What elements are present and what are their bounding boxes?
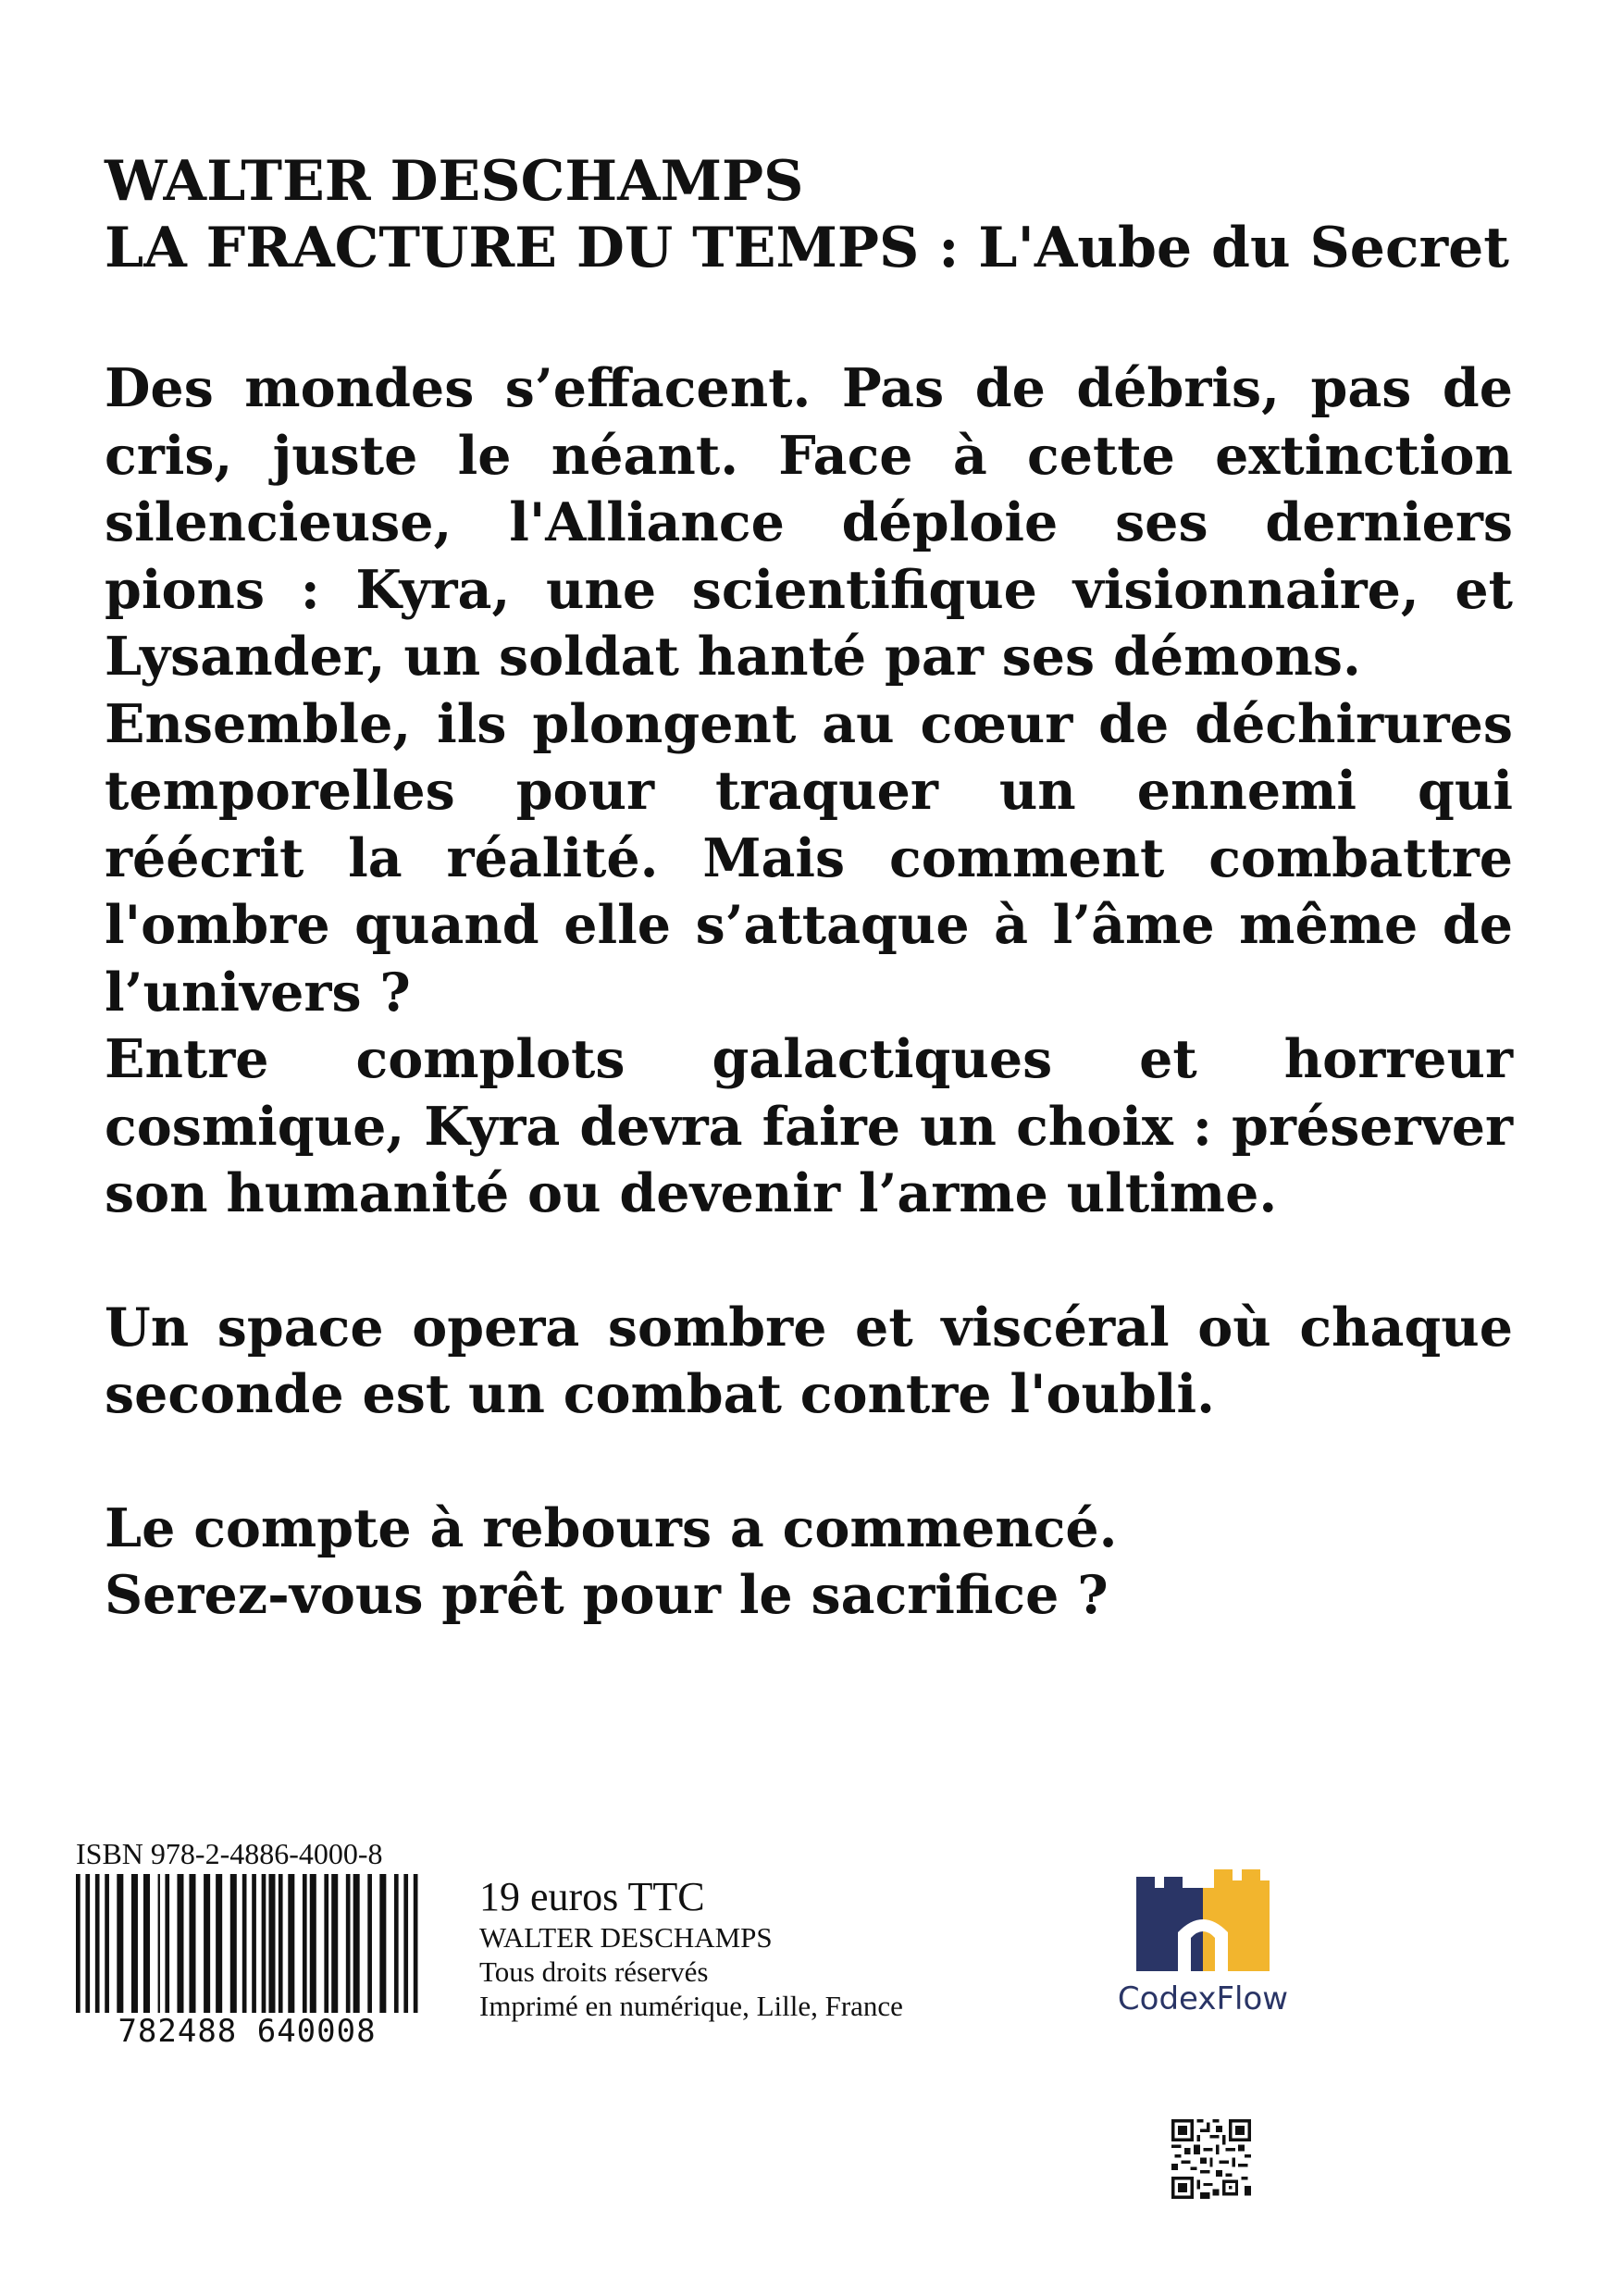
book-header (105, 148, 1511, 281)
castle-icon (1096, 1860, 1309, 1980)
imprint-author: WALTER DESCHAMPS (479, 1921, 773, 1954)
blurb-paragraph-4: Un space opera sombre et viscéral où chaque seconde est un combat contre l'oubli. (105, 1296, 1513, 1425)
blurb-paragraph-1: Des mondes s’effacent. Pas de débris, pas de cris, juste le néant. Face à cette extinction silencieuse, l'Alliance déploie ses derniers pions : Kyra, une scientifique visionnaire, et Lysander, un soldat hanté par ses démons. (105, 357, 1513, 688)
imprint-block (479, 1874, 903, 2023)
blurb-paragraph-2: Ensemble, ils plongent au cœur de déchirures temporelles pour traquer un ennemi qui réécrit la réalité. Mais comment combattre l'ombre quand elle s’attaque à l’âme même de l’univers ? (105, 692, 1513, 1024)
book-title: LA FRACTURE DU TEMPS : L'Aube du Secret (105, 216, 1510, 280)
blurb-paragraph-3: Entre complots galactiques et horreur cosmique, Kyra devra faire un choix : préserver son humanité ou devenir l’arme ultime. (105, 1028, 1513, 1224)
blurb-closing-line-2: Serez-vous prêt pour le sacrifice ? (105, 1564, 1109, 1626)
back-cover-blurb (105, 355, 1513, 1630)
spacer (105, 1228, 1513, 1295)
blurb-closing-line-1: Le compte à rebours a commencé. (105, 1496, 1118, 1559)
author-name: WALTER DESCHAMPS (105, 149, 804, 214)
qr-code-icon (1171, 2119, 1251, 2199)
barcode-digits: 782488 640008 (76, 2013, 418, 2050)
isbn-label: ISBN 978-2-4886-4000-8 (76, 1837, 383, 1870)
print-location: Imprimé en numérique, Lille, France (479, 1990, 903, 2022)
qr-code (1171, 2119, 1251, 2199)
rights-notice: Tous droits réservés (479, 1955, 709, 1988)
spacer (105, 1429, 1513, 1496)
price-label: 19 euros TTC (479, 1874, 705, 1919)
publisher-name: CodexFlow (1117, 1980, 1289, 2017)
